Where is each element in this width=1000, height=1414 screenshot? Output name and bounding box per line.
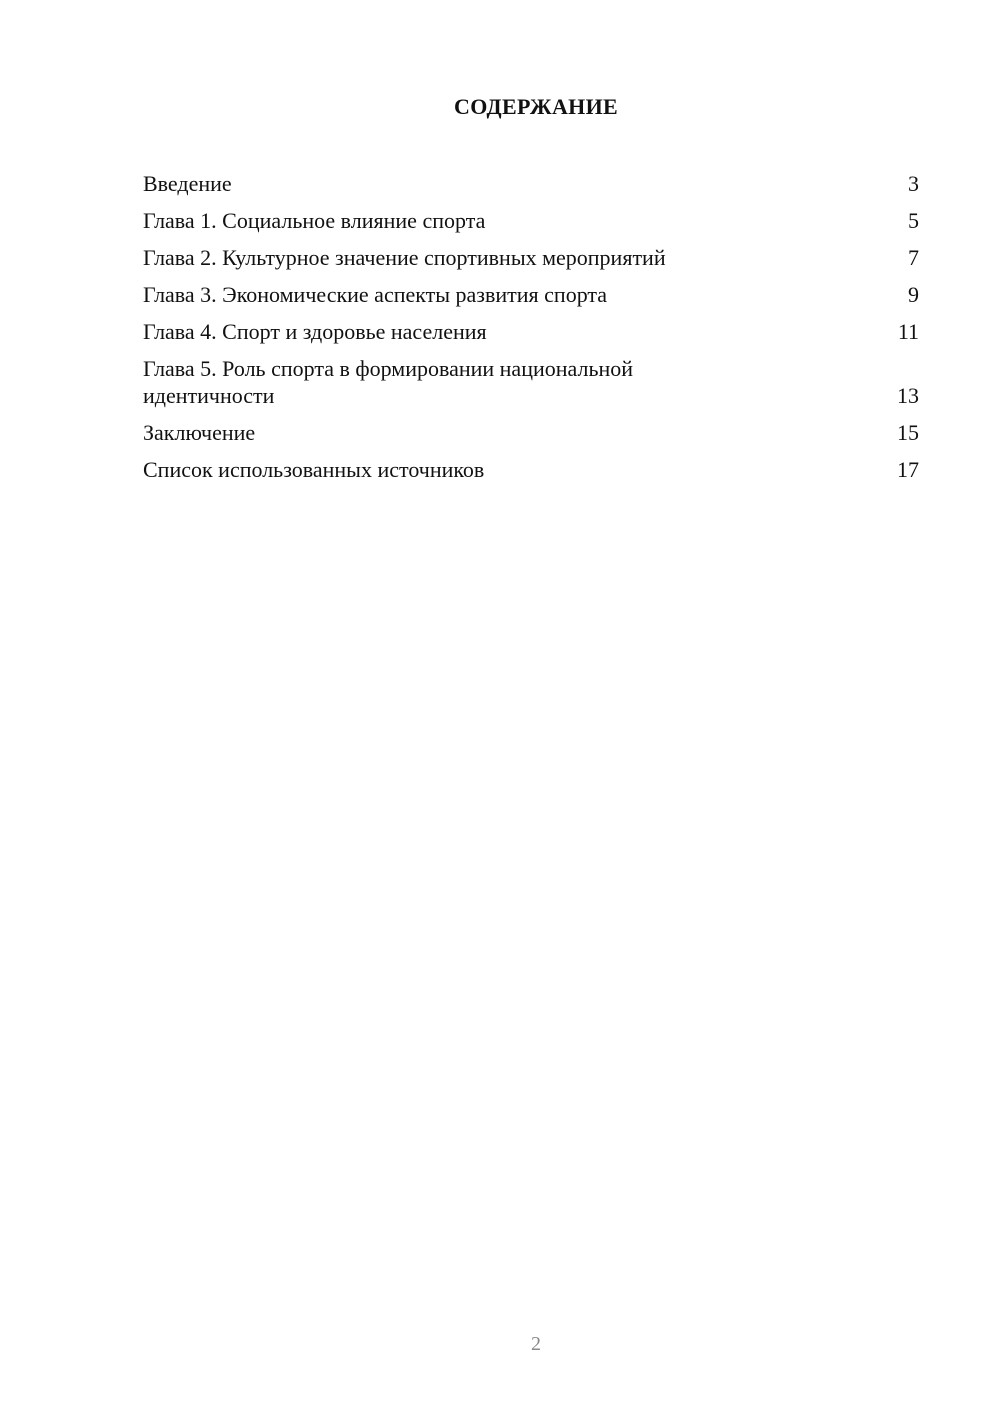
toc-entry-page: 9 xyxy=(908,282,919,307)
toc-entry-label: Глава 3. Экономические аспекты развития спорта xyxy=(143,282,608,307)
toc-entry-chapter-4[interactable] xyxy=(143,318,919,345)
toc-entry-page: 7 xyxy=(908,245,919,270)
toc-entry-label: Заключение xyxy=(143,420,256,445)
toc-entry-page: 13 xyxy=(897,383,919,408)
toc-entry-page: 15 xyxy=(897,420,919,445)
toc-entry-label: Список использованных источников xyxy=(143,457,485,482)
toc-entry-page: 11 xyxy=(897,319,919,344)
toc-entry-label: Введение xyxy=(143,171,232,196)
toc-entry-label: Глава 4. Спорт и здоровье населения xyxy=(143,319,487,344)
toc-entry-page: 5 xyxy=(908,208,919,233)
toc-entry-page: 17 xyxy=(897,457,919,482)
toc-entry-introduction[interactable] xyxy=(143,170,919,197)
page-title: СОДЕРЖАНИЕ xyxy=(454,94,618,119)
toc-entry-chapter-5[interactable] xyxy=(143,355,919,409)
toc-entry-conclusion[interactable] xyxy=(143,419,919,446)
toc-entry-chapter-2[interactable] xyxy=(143,244,919,271)
toc-entry-label: Глава 5. Роль спорта в формировании национальной идентичности xyxy=(143,356,634,408)
table-of-contents xyxy=(143,170,919,493)
toc-entry-references[interactable] xyxy=(143,456,919,483)
toc-entry-page: 3 xyxy=(908,171,919,196)
toc-entry-label: Глава 2. Культурное значение спортивных мероприятий xyxy=(143,245,666,270)
toc-entry-chapter-1[interactable] xyxy=(143,207,919,234)
toc-entry-label: Глава 1. Социальное влияние спорта xyxy=(143,208,486,233)
page-number: 2 xyxy=(531,1333,541,1355)
toc-entry-chapter-3[interactable] xyxy=(143,281,919,308)
